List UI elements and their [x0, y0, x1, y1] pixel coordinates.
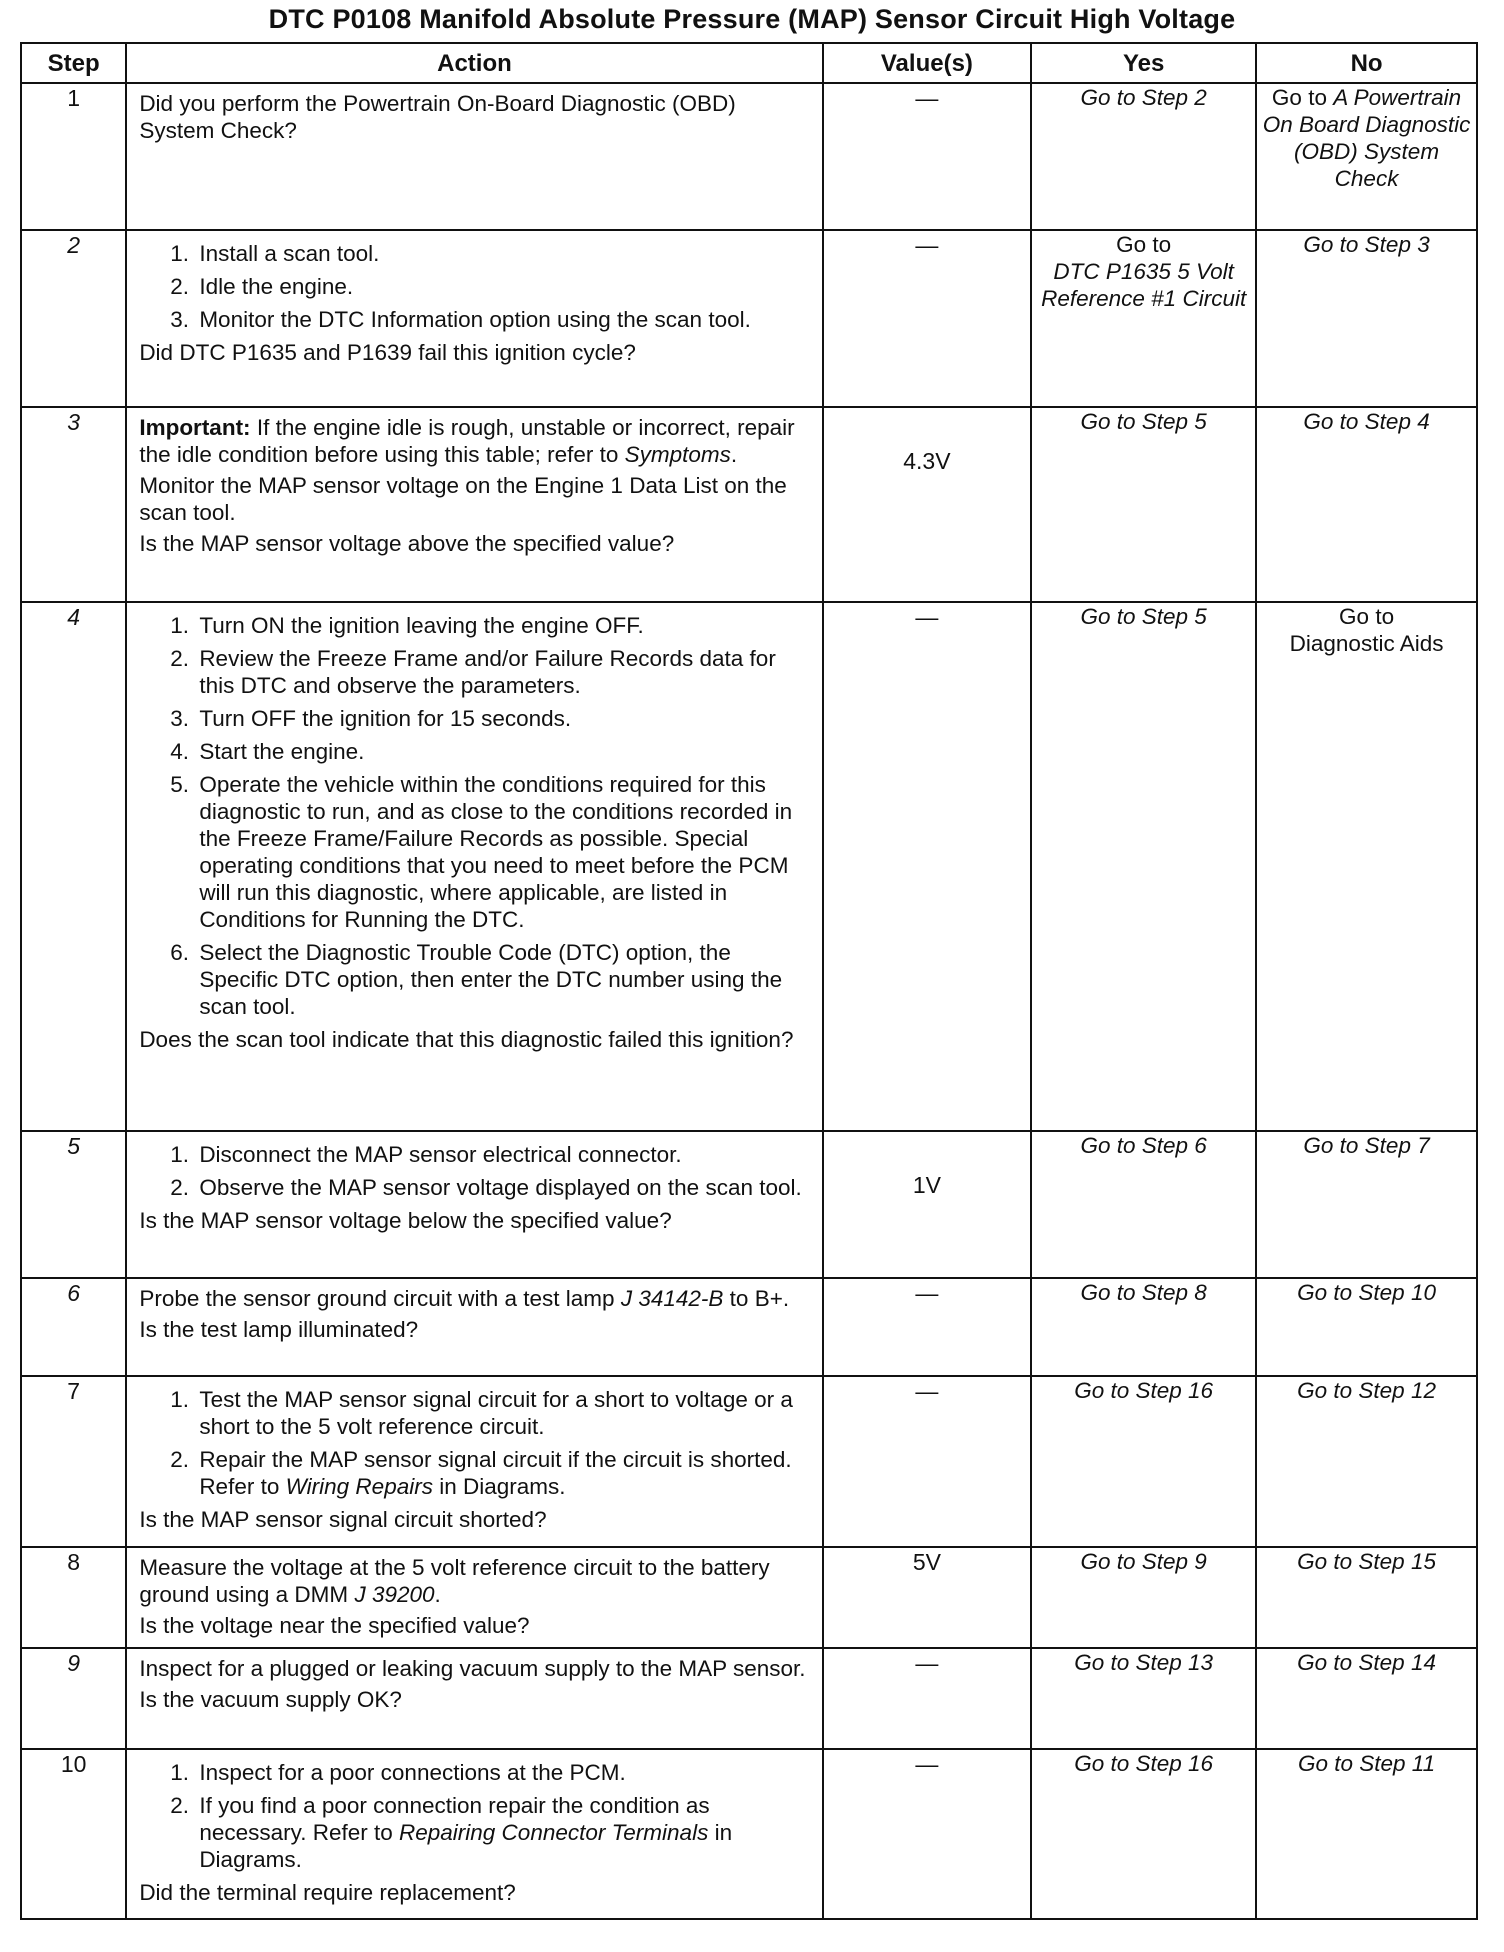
action-list	[139, 612, 813, 1020]
yes-cell: Go to Step 5	[1031, 602, 1256, 1131]
yes-cell: Go to Step 6	[1031, 1131, 1256, 1278]
yes-cell	[1031, 230, 1256, 407]
action-list	[139, 1141, 813, 1201]
no-cell: Go to Step 7	[1256, 1131, 1477, 1278]
yes-cell: Go to Step 5	[1031, 407, 1256, 602]
action-question: Did DTC P1635 and P1639 fail this ignition cycle?	[139, 340, 636, 365]
action-cell	[126, 230, 822, 407]
wiring-repairs-ref: Wiring Repairs	[285, 1474, 433, 1499]
step-number: 7	[21, 1376, 126, 1547]
no-cell: Go to Step 4	[1256, 407, 1477, 602]
value-cell: —	[823, 602, 1032, 1131]
yes-cell: Go to Step 16	[1031, 1376, 1256, 1547]
no-cell: Go to Step 3	[1256, 230, 1477, 407]
yes-cell: Go to Step 2	[1031, 83, 1256, 230]
list-item: 6. Select the Diagnostic Trouble Code (DTC) option, the Specific DTC option, then enter the DTC number using the scan tool.	[195, 939, 813, 1020]
step-number: 3	[21, 407, 126, 602]
step-number: 10	[21, 1749, 126, 1919]
table-row	[21, 602, 1477, 1131]
no-cell: Go to Diagnostic Aids	[1256, 602, 1477, 1131]
table-row	[21, 407, 1477, 602]
action-question: Is the test lamp illuminated?	[139, 1317, 419, 1342]
no-cell: Go to Step 15	[1256, 1547, 1477, 1648]
step-number: 8	[21, 1547, 126, 1648]
table-row	[21, 1749, 1477, 1919]
no-prefix: Go to	[1271, 85, 1327, 110]
no-cell: Go to Step 10	[1256, 1278, 1477, 1376]
tool-ref: J 39200	[354, 1582, 435, 1607]
header-yes: Yes	[1031, 43, 1256, 83]
no-cell	[1256, 83, 1477, 230]
action-list	[139, 1759, 813, 1873]
action-question: Is the MAP sensor voltage below the specified value?	[139, 1208, 672, 1233]
action-question: Is the voltage near the specified value?	[139, 1613, 530, 1638]
action-text: Probe the sensor ground circuit with a test lamp J 34142-B to B+.	[139, 1286, 790, 1311]
yes-cell: Go to Step 8	[1031, 1278, 1256, 1376]
no-cell: Go to Step 11	[1256, 1749, 1477, 1919]
header-step: Step	[21, 43, 126, 83]
value-cell: —	[823, 1749, 1032, 1919]
yes-cell: Go to Step 16	[1031, 1749, 1256, 1919]
list-item: 3. Monitor the DTC Information option using the scan tool.	[195, 306, 813, 333]
action-cell	[126, 83, 822, 230]
table-row	[21, 83, 1477, 230]
table-row	[21, 1131, 1477, 1278]
action-question: Is the vacuum supply OK?	[139, 1687, 402, 1712]
action-cell	[126, 1749, 822, 1919]
step-number: 5	[21, 1131, 126, 1278]
action-text: Measure the voltage at the 5 volt reference circuit to the battery ground using a DMM J 39200.	[139, 1555, 770, 1607]
list-item: 3. Turn OFF the ignition for 15 seconds.	[195, 705, 813, 732]
action-list	[139, 240, 813, 333]
list-item: 2. Idle the engine.	[195, 273, 813, 300]
important-label: Important:	[139, 415, 251, 440]
action-cell	[126, 1278, 822, 1376]
value-cell: 5V	[823, 1547, 1032, 1648]
table-header-row	[21, 43, 1477, 83]
list-item: 2. Observe the MAP sensor voltage displayed on the scan tool.	[195, 1174, 813, 1201]
action-text: Inspect for a plugged or leaking vacuum supply to the MAP sensor.	[139, 1656, 806, 1681]
action-cell	[126, 602, 822, 1131]
value-cell: —	[823, 1376, 1032, 1547]
header-action: Action	[126, 43, 822, 83]
list-item: 2. Repair the MAP sensor signal circuit if the circuit is shorted. Refer to Wiring Repairs in Diagrams.	[195, 1446, 813, 1500]
yes-link: DTC P1635 5 Volt Reference #1 Circuit	[1041, 259, 1247, 311]
page-title: DTC P0108 Manifold Absolute Pressure (MAP) Sensor Circuit High Voltage	[268, 4, 1236, 34]
action-cell	[126, 1648, 822, 1749]
no-link: A Powertrain On Board Diagnostic (OBD) System Check	[1262, 85, 1471, 191]
step-number: 1	[21, 83, 126, 230]
value-cell: —	[823, 1648, 1032, 1749]
diagnostic-table	[20, 42, 1478, 1920]
value-cell: —	[823, 230, 1032, 407]
value-cell: 4.3V	[823, 407, 1032, 602]
action-question: Did the terminal require replacement?	[139, 1880, 516, 1905]
step-number: 6	[21, 1278, 126, 1376]
action-cell	[126, 1376, 822, 1547]
list-item: 2. Review the Freeze Frame and/or Failure Records data for this DTC and observe the parameters.	[195, 645, 813, 699]
list-item: 5. Operate the vehicle within the conditions required for this diagnostic to run, and as close to the conditions recorded in the Freeze Frame/Failure Records as possible. Special operating conditions that you need to meet before the PCM will run this diagnostic, where applicable, are listed in Conditions for Running the DTC.	[195, 771, 813, 933]
table-row	[21, 1376, 1477, 1547]
yes-cell: Go to Step 9	[1031, 1547, 1256, 1648]
action-list	[139, 1386, 813, 1500]
symptoms-ref: Symptoms	[624, 442, 731, 467]
table-row	[21, 1547, 1477, 1648]
table-row	[21, 230, 1477, 407]
list-item: 2. If you find a poor connection repair the condition as necessary. Refer to Repairing Connector Terminals in Diagrams.	[195, 1792, 813, 1873]
action-question: Is the MAP sensor signal circuit shorted?	[139, 1507, 547, 1532]
list-item: 1. Inspect for a poor connections at the PCM.	[195, 1759, 813, 1786]
list-item: 4. Start the engine.	[195, 738, 813, 765]
action-text: Monitor the MAP sensor voltage on the Engine 1 Data List on the scan tool.	[139, 473, 787, 525]
list-item: 1. Disconnect the MAP sensor electrical connector.	[195, 1141, 813, 1168]
action-question: Does the scan tool indicate that this diagnostic failed this ignition?	[139, 1027, 794, 1052]
table-row	[21, 1278, 1477, 1376]
important-note: Important: If the engine idle is rough, unstable or incorrect, repair the idle condition before using this table; refer to Symptoms.	[139, 415, 795, 467]
tool-ref: J 34142-B	[620, 1286, 724, 1311]
table-row	[21, 1648, 1477, 1749]
action-question: Is the MAP sensor voltage above the specified value?	[139, 531, 675, 556]
header-values: Value(s)	[823, 43, 1032, 83]
step-number: 9	[21, 1648, 126, 1749]
no-cell: Go to Step 14	[1256, 1648, 1477, 1749]
value-cell: 1V	[823, 1131, 1032, 1278]
value-cell: —	[823, 1278, 1032, 1376]
step-number: 4	[21, 602, 126, 1131]
action-text: Did you perform the Powertrain On-Board Diagnostic (OBD) System Check?	[139, 91, 736, 143]
no-cell: Go to Step 12	[1256, 1376, 1477, 1547]
step-number: 2	[21, 230, 126, 407]
action-cell	[126, 407, 822, 602]
yes-cell: Go to Step 13	[1031, 1648, 1256, 1749]
connector-terminals-ref: Repairing Connector Terminals	[399, 1820, 709, 1845]
action-cell	[126, 1131, 822, 1278]
yes-prefix: Go to	[1116, 232, 1172, 257]
action-cell	[126, 1547, 822, 1648]
value-cell: —	[823, 83, 1032, 230]
list-item: 1. Test the MAP sensor signal circuit for a short to voltage or a short to the 5 volt reference circuit.	[195, 1386, 813, 1440]
diagnostic-aids-link: Diagnostic Aids	[1289, 631, 1444, 656]
header-no: No	[1256, 43, 1477, 83]
list-item: 1. Install a scan tool.	[195, 240, 813, 267]
list-item: 1. Turn ON the ignition leaving the engine OFF.	[195, 612, 813, 639]
